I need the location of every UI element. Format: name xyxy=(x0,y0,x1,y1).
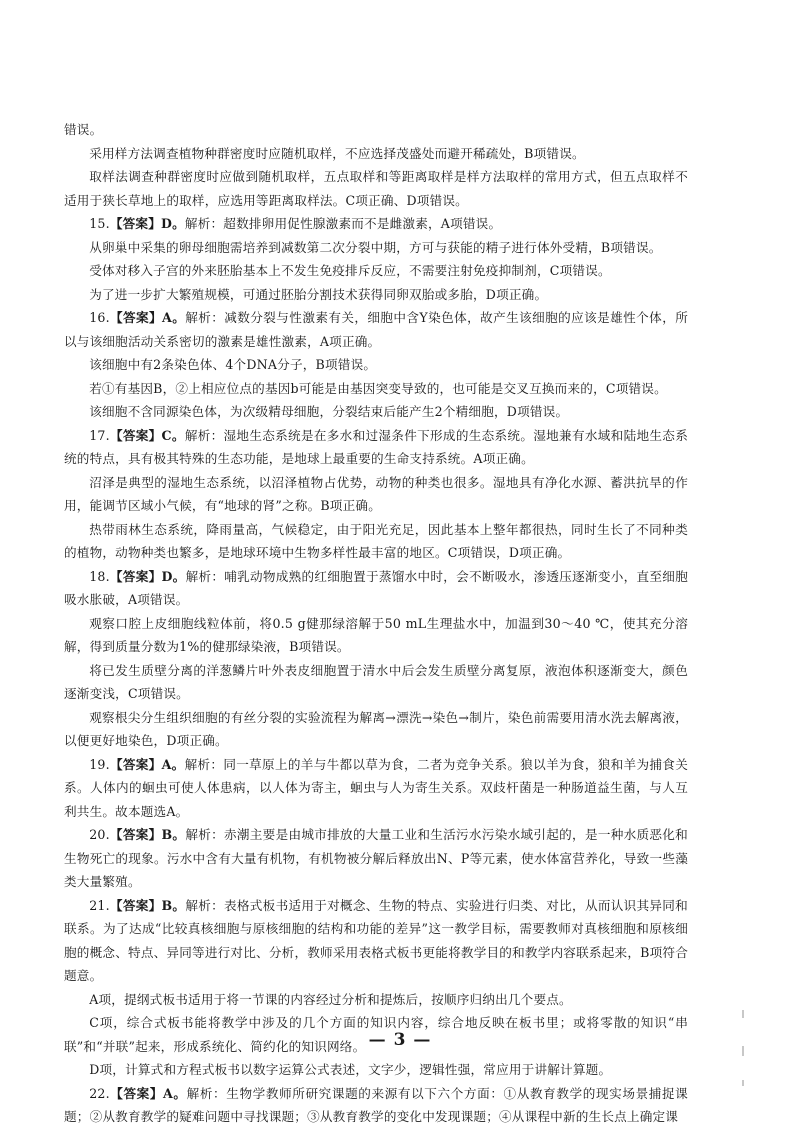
scan-mark xyxy=(742,1046,744,1056)
question-number: 19. xyxy=(89,756,110,772)
question-number: 20. xyxy=(89,827,110,842)
paragraph-text: 解析：哺乳动物成熟的红细胞置于蒸馏水中时，会不断吸水，渗透压逐渐变小，直至细胞吸水胀破，A项错误。 xyxy=(64,568,688,607)
question-explanation xyxy=(64,306,688,353)
question-number: 17. xyxy=(89,427,110,443)
question-number: 16. xyxy=(89,310,110,325)
answer-label: 【答案】A。 xyxy=(109,310,186,325)
paragraph xyxy=(64,165,688,212)
paragraph-text: 解析：超数排卵用促性腺激素而不是雌激素，A项错误。 xyxy=(184,216,502,231)
paragraph-text: 采用样方法调查植物种群密度时应随机取样，不应选择茂盛处而避开稀疏处，B项错误。 xyxy=(89,145,585,161)
paragraph xyxy=(64,259,688,283)
paragraph-text: 错误。 xyxy=(64,122,103,137)
answer-label: 【答案】A。 xyxy=(109,756,185,772)
paragraph-text: 热带雨林生态系统，降雨量高，气候稳定，由于阳光充足，因此基本上整年都很热，同时生长了不同种类的植物，动物种类也繁多，是地球环境中生物多样性最丰富的地区。C项错误，D项正确。 xyxy=(64,521,688,560)
question-number: 21. xyxy=(89,897,110,913)
paragraph xyxy=(64,1058,688,1082)
paragraph-text: 解析：同一草原上的羊与牛都以草为食，二者为竞争关系。狼以羊为食，狼和羊为捕食关系。人体内的蛔虫可使人体患病，以人体为寄主，蛔虫与人为寄生关系。双歧杆菌是一种肠道益生菌，与人互利共生。故本题选A。 xyxy=(64,756,688,819)
paragraph-text: 受体对移入子宫的外来胚胎基本上不发生免疫排斥反应，不需要注射免疫抑制剂，C项错误。 xyxy=(89,263,611,278)
paragraph-text: C项，综合式板书能将教学中涉及的几个方面的知识内容，综合地反映在板书里；或将零散的知识“串联”和“并联”起来，形成系统化、简约化的知识网络。 xyxy=(64,1015,688,1054)
paragraph xyxy=(64,400,688,424)
paragraph xyxy=(64,377,688,401)
answer-label: 【答案】D。 xyxy=(109,568,186,584)
paragraph-text: 取样法调查种群密度时应做到随机取样，五点取样和等距离取样是样方法取样的常用方式，但五点取样不适用于狭长草地上的取样，应选用等距离取样法。C项正确、D项错误。 xyxy=(64,169,688,208)
paragraph xyxy=(64,706,688,753)
paragraph-text: 为了进一步扩大繁殖规模，可通过胚胎分割技术获得同卵双胎或多胎，D项正确。 xyxy=(89,286,548,302)
question-number: 18. xyxy=(89,568,110,584)
paragraph-text: 沼泽是典型的湿地生态系统，以沼泽植物占优势，动物的种类也很多。湿地具有净化水源、蓄洪抗旱的作用，能调节区域小气候，有“地球的肾”之称。B项正确。 xyxy=(64,474,688,513)
paragraph-text: 若①有基因B，②上相应位点的基因b可能是由基因突变导致的，也可能是交叉互换而来的，C项错误。 xyxy=(89,380,667,396)
paragraph-text: 解析：赤潮主要是由城市排放的大量工业和生活污水污染水域引起的，是一种水质恶化和生物死亡的现象。污水中含有大量有机物，有机物被分解后释放出N、P等元素，使水体富营养化，导致一些藻类大量繁殖。 xyxy=(64,827,688,889)
page-number: — 3 — xyxy=(368,1030,432,1050)
paragraph-text: D项，计算式和方程式板书以数字运算公式表述，文字少，逻辑性强，常应用于讲解计算题。 xyxy=(89,1062,612,1077)
question-explanation xyxy=(64,823,688,894)
paragraph xyxy=(64,236,688,260)
paragraph-text: 解析：湿地生态系统是在多水和过湿条件下形成的生态系统。湿地兼有水域和陆地生态系统的特点，具有极其特殊的生态功能，是地球上最重要的生命支持系统。A项正确。 xyxy=(64,427,688,466)
answer-label: 【答案】B。 xyxy=(109,897,186,913)
question-explanation xyxy=(64,1082,688,1129)
paragraph xyxy=(64,659,688,706)
question-number: 15. xyxy=(89,216,110,231)
question-explanation xyxy=(64,753,688,824)
paragraph xyxy=(64,518,688,565)
paragraph-text: 观察口腔上皮细胞线粒体前，将0.5 g健那绿溶解于50 mL生理盐水中，加温到30～40 ℃，使其充分溶解，得到质量分数为1%的健那绿染液，B项错误。 xyxy=(64,615,688,654)
paragraph-text: 该细胞中有2条染色体、4个DNA分子，B项错误。 xyxy=(89,357,377,372)
answer-label: 【答案】B。 xyxy=(109,827,186,842)
paragraph-text: 将已发生质壁分离的洋葱鳞片叶外表皮细胞置于清水中后会发生质壁分离复原，液泡体积逐渐变大，颜色逐渐变浅，C项错误。 xyxy=(64,662,688,701)
scan-mark xyxy=(742,1010,744,1018)
paragraph xyxy=(64,118,688,142)
paragraph-text: 观察根尖分生组织细胞的有丝分裂的实验流程为解离→漂洗→染色→制片，染色前需要用清水洗去解离液，以便更好地染色，D项正确。 xyxy=(64,709,688,748)
paragraph xyxy=(64,283,688,307)
paragraph xyxy=(64,612,688,659)
paragraph-text: 从卵巢中采集的卵母细胞需培养到减数第二次分裂中期，方可与获能的精子进行体外受精，B项错误。 xyxy=(89,239,662,255)
question-explanation xyxy=(64,894,688,988)
paragraph-text: 解析：生物学教师所研究课题的来源有以下六个方面：①从教育教学的现实场景捕捉课题；②从教育教学的疑难问题中寻找课题；③从教育教学的变化中发现课题；④从课程中新的生长点上确定课 xyxy=(64,1085,688,1124)
document-body xyxy=(64,118,688,1129)
paragraph xyxy=(64,353,688,377)
question-explanation xyxy=(64,424,688,471)
paragraph xyxy=(64,142,688,166)
answer-label: 【答案】A。 xyxy=(109,1085,187,1101)
question-explanation xyxy=(64,565,688,612)
paragraph xyxy=(64,471,688,518)
answer-label: 【答案】D。 xyxy=(109,216,185,231)
paragraph-text: 解析：表格式板书适用于对概念、生物的特点、实验进行归类、对比，从而认识其异同和联系。为了达成“比较真核细胞与原核细胞的结构和功能的差异”这一教学目标，需要教师对真核细胞和原核细胞的概念、特点、异同等进行对比、分析，教师采用表格式板书更能将教学目的和教学内容联系起来，B项符合题意。 xyxy=(64,897,688,983)
answer-label: 【答案】C。 xyxy=(109,427,185,443)
question-explanation xyxy=(64,212,688,236)
paragraph-text: A项，提纲式板书适用于将一节课的内容经过分析和提炼后，按顺序归纳出几个要点。 xyxy=(89,991,572,1007)
paragraph-text: 解析：减数分裂与性激素有关，细胞中含Y染色体，故产生该细胞的应该是雄性个体，所以与该细胞活动关系密切的激素是雄性激素，A项正确。 xyxy=(64,310,688,349)
paragraph xyxy=(64,988,688,1012)
question-number: 22. xyxy=(89,1085,110,1101)
paragraph-text: 该细胞不含同源染色体，为次级精母细胞，分裂结束后能产生2个精细胞，D项错误。 xyxy=(89,404,569,419)
scan-mark xyxy=(742,1080,744,1086)
